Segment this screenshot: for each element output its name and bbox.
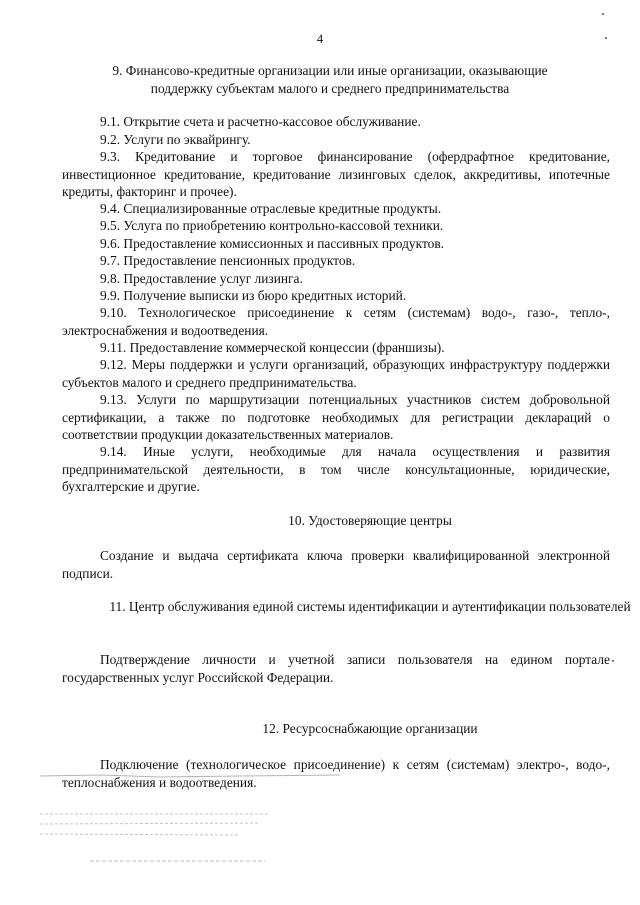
page-number: 4: [316, 32, 324, 46]
item-9-13: 9.13. Услуги по маршрутизации потенциальных участников систем добровольной сертификации, а также по подготовке необходимых для регистрации деклараций о соответствии продукции доказательственных материалов.: [62, 392, 610, 443]
item-9-4: 9.4. Специализированные отраслевые кредитные продукты.: [100, 201, 442, 216]
section-10-text: Создание и выдача сертификата ключа проверки квалифицированной электронной подписи.: [62, 548, 610, 581]
item-9-1: 9.1. Открытие счета и расчетно-кассовое обслуживание.: [100, 114, 421, 129]
scan-artifact: [40, 808, 280, 848]
item-9-8: 9.8. Предоставление услуг лизинга.: [100, 271, 303, 286]
item-9-7: 9.7. Предоставление пенсионных продуктов.: [100, 253, 356, 268]
item-9-14: 9.14. Иные услуги, необходимые для начала осуществления и развития предпринимательской деятельности, в том числе консультационные, юридические, бухгалтерские и другие.: [62, 444, 610, 495]
scan-artifact: [90, 855, 270, 867]
scan-artifact: [40, 772, 340, 780]
item-9-6: 9.6. Предоставление комиссионных и пассивных продуктов.: [100, 236, 444, 251]
item-9-3: 9.3. Кредитование и торговое финансирование (офердрафтное кредитование, инвестиционное кредитование, кредитование лизинговых сделок, аккредитивы, ипотечные кредиты, факторинг и прочее).: [62, 149, 610, 200]
item-9-10: 9.10. Технологическое присоединение к сетям (системам) водо-, газо-, тепло-, электроснабжения и водоотведения.: [62, 305, 610, 338]
section-9-heading: 9. Финансово-кредитные организации или иные организации, оказывающие поддержку субъектам малого и среднего предпринимательства: [112, 63, 548, 96]
section-12-text: Подключение (технологическое присоединение) к сетям (системам) электро-, водо-, теплоснабжения и водоотведения.: [62, 757, 610, 790]
section-12-heading: 12. Ресурсоснабжающие организации: [262, 721, 478, 736]
section-10-heading: 10. Удостоверяющие центры: [288, 513, 452, 528]
scan-speck: [605, 37, 607, 39]
item-9-12: 9.12. Меры поддержки и услуги организаций, образующих инфраструктуру поддержки субъектов малого и среднего предпринимательства.: [62, 357, 610, 390]
item-9-2: 9.2. Услуги по эквайрингу.: [100, 132, 251, 147]
item-9-5: 9.5. Услуга по приобретению контрольно-кассовой техники.: [100, 218, 444, 233]
item-9-11: 9.11. Предоставление коммерческой концессии (франшизы).: [100, 340, 445, 355]
scan-speck: [602, 13, 604, 15]
section-11-text: Подтверждение личности и учетной записи пользователя на едином портале государственных услуг Российской Федерации.: [62, 652, 610, 685]
scan-speck: [612, 660, 614, 662]
section-11-heading: 11. Центр обслуживания единой системы идентификации и аутентификации пользователей: [109, 599, 631, 614]
item-9-9: 9.9. Получение выписки из бюро кредитных историй.: [100, 288, 407, 303]
